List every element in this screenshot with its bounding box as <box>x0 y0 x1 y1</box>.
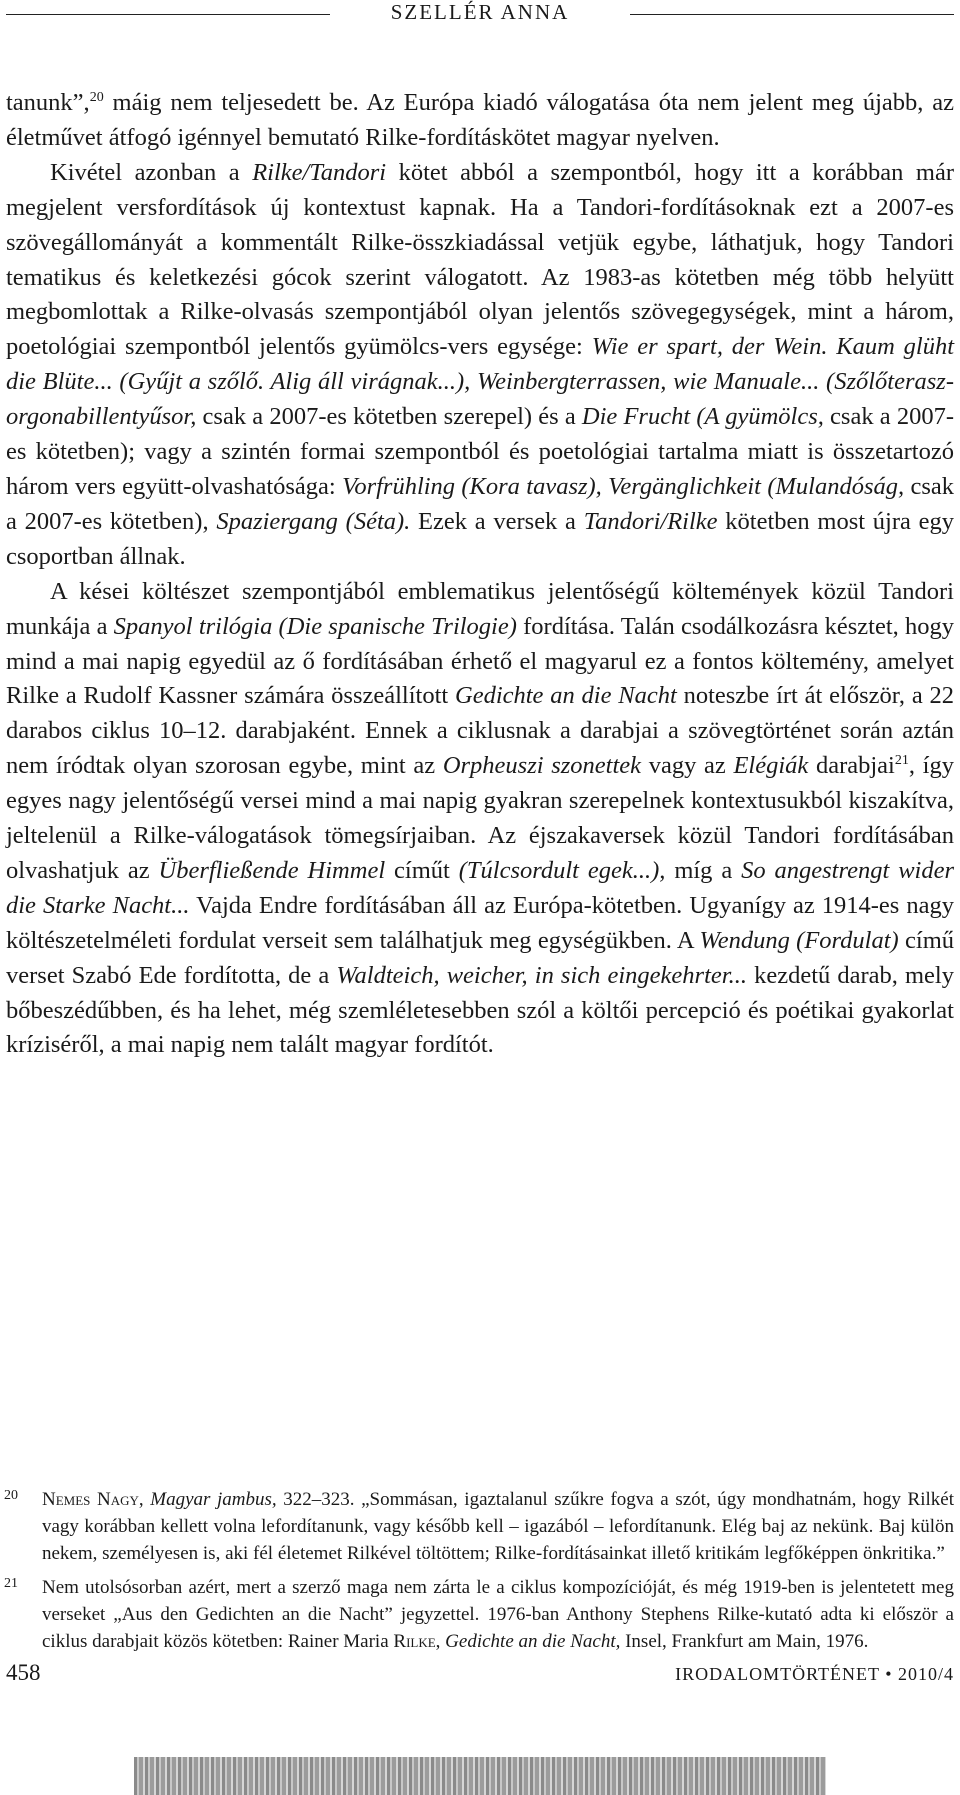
paragraph-2: Kivétel azonban a Rilke/Tandori kötet abból a szempontból, hogy itt a korábban már megjelent versfordítások új kontextust kapnak. Ha a Tandori-fordításoknak ezt a 2007-es szövegállományát a kommentált Rilke-összkiadással vetjük egybe, láthatjuk, hogy Tandori tematikus és keletkezési gócok szerint válogatott. Az 1983-as kötetben még több helyütt megbomlottak a Rilke-olvasás szempontjából olyan jelentős szövegegységek, mint a három, poetológiai szempontból jelentős gyümölcs-vers egysége: Wie er spart, der Wein. Kaum glüht die Blüte... (Gyűjt a szőlő. Alig áll virágnak...), Weinbergterrassen, wie Manuale... (Szőlőterasz-orgonabillentyűsor, csak a 2007-es kötetben szerepel) és a Die Frucht (A gyümölcs, csak a 2007-es kötetben); vagy a szintén formai szempontból és poetológiai tartalma miatt is összetartozó három vers együtt-olvashatósága: Vorfrühling (Kora tavasz), Vergänglichkeit (Mulandóság, csak a 2007-es kötetben), Spaziergang (Séta). Ezek a versek a Tandori/Rilke kötetben most újra egy csoportban állnak. <box>6 158 955 570</box>
footnote-number: 20 <box>4 1488 18 1503</box>
scan-artifact-strip <box>134 1757 826 1795</box>
running-title: SZELLÉR ANNA <box>390 0 570 24</box>
footnote-ref-20[interactable]: 20 <box>89 89 104 105</box>
journal-name: IRODALOMTÖRTÉNET • 2010/4 <box>675 1664 954 1684</box>
paragraph-1: tanunk”,$^{20}$ máig nem teljesedett be. Az Európa kiadó válogatása óta nem jelent meg újabb, az életművet átfogó igénnyel bemutató Rilke-fordításkötet magyar nyelven. <box>6 89 954 151</box>
header-rule-right <box>630 14 954 15</box>
footnote-21: 21 Nem utolsósorban azért, mert a szerző maga nem zárta le a ciklus kompozícióját, és még 1919-ben is jelentetett meg verseket „Aus den Gedichten an die Nacht” jegyzettel. 1976-ban Anthony Stephens Rilke-kutató adta ki először a ciklus darabjait közös kötetben: Rainer Maria Rilke, Gedichte an die Nacht, Insel, Frankfurt am Main, 1976. <box>0 1574 954 1655</box>
header-rule-left <box>6 14 330 15</box>
body-text <box>6 86 954 1063</box>
footnote-ref-21[interactable]: 21 <box>894 753 909 769</box>
running-head <box>0 0 960 36</box>
page-number: 458 <box>6 1660 41 1685</box>
footnote-number: 21 <box>4 1576 18 1591</box>
footnotes <box>0 1486 954 1662</box>
footnote-20: 20 Nemes Nagy, Magyar jambus, 322–323. „Sommásan, igaztalanul szűkre fogva a szót, úgy mondhatnám, hogy Rilkét vagy korábban kellett volna lefordítanunk, vagy később kell – igazából – lefordítanunk. Elég baj az nekünk. Baj külön nekem, személyesen is, aki fél életemet Rilkével töltöttem; Rilke-fordításainkat illető kritikám legfőképpen önkritika.” <box>0 1486 954 1567</box>
paragraph-3: A kései költészet szempontjából emblematikus jelentőségű költemények közül Tandori munkája a Spanyol trilógia (Die spanische Trilogie) fordítása. Talán csodálkozásra késztet, hogy mind a mai napig egyedül az ő fordításában érhető el magyarul ez a fontos költemény, amelyet Rilke a Rudolf Kassner számára összeállított Gedichte an die Nacht noteszbe írt át először, a 22 darabos ciklus 10–12. darabjaként. Ennek a ciklusnak a darabjai a szövegtörténet során aztán nem íródtak olyan szorosan egybe, mint az Orpheuszi szonettek vagy az Elégiák darabjai$^{21}$, így egyes nagy jelentőségű versei mind a mai napig gyakran szerepelnek kontextusukból kiszakítva, jeltelenül a Rilke-válogatások tömegsírjaiban. Az éjszakaversek közül Tandori fordításában olvashatjuk az Überfließende Himmel címűt (Túlcsordult egek...), míg a So angestrengt wider die Starke Nacht... Vajda Endre fordításában áll az Európa-kötetben. Ugyanígy az 1914-es nagy költészetelméleti fordulat verseit sem találhatjuk meg egységükben. A Wendung (Fordulat) című verset Szabó Ede fordította, de a Waldteich, weicher, in sich eingekehrter... kezdetű darab, mely bőbeszédűbben, és ha lehet, még szemléletesebben szól a költői percepció és poétikai gyakorlat kríziséről, a mai napig nem talált magyar fordítót. <box>6 577 955 1059</box>
